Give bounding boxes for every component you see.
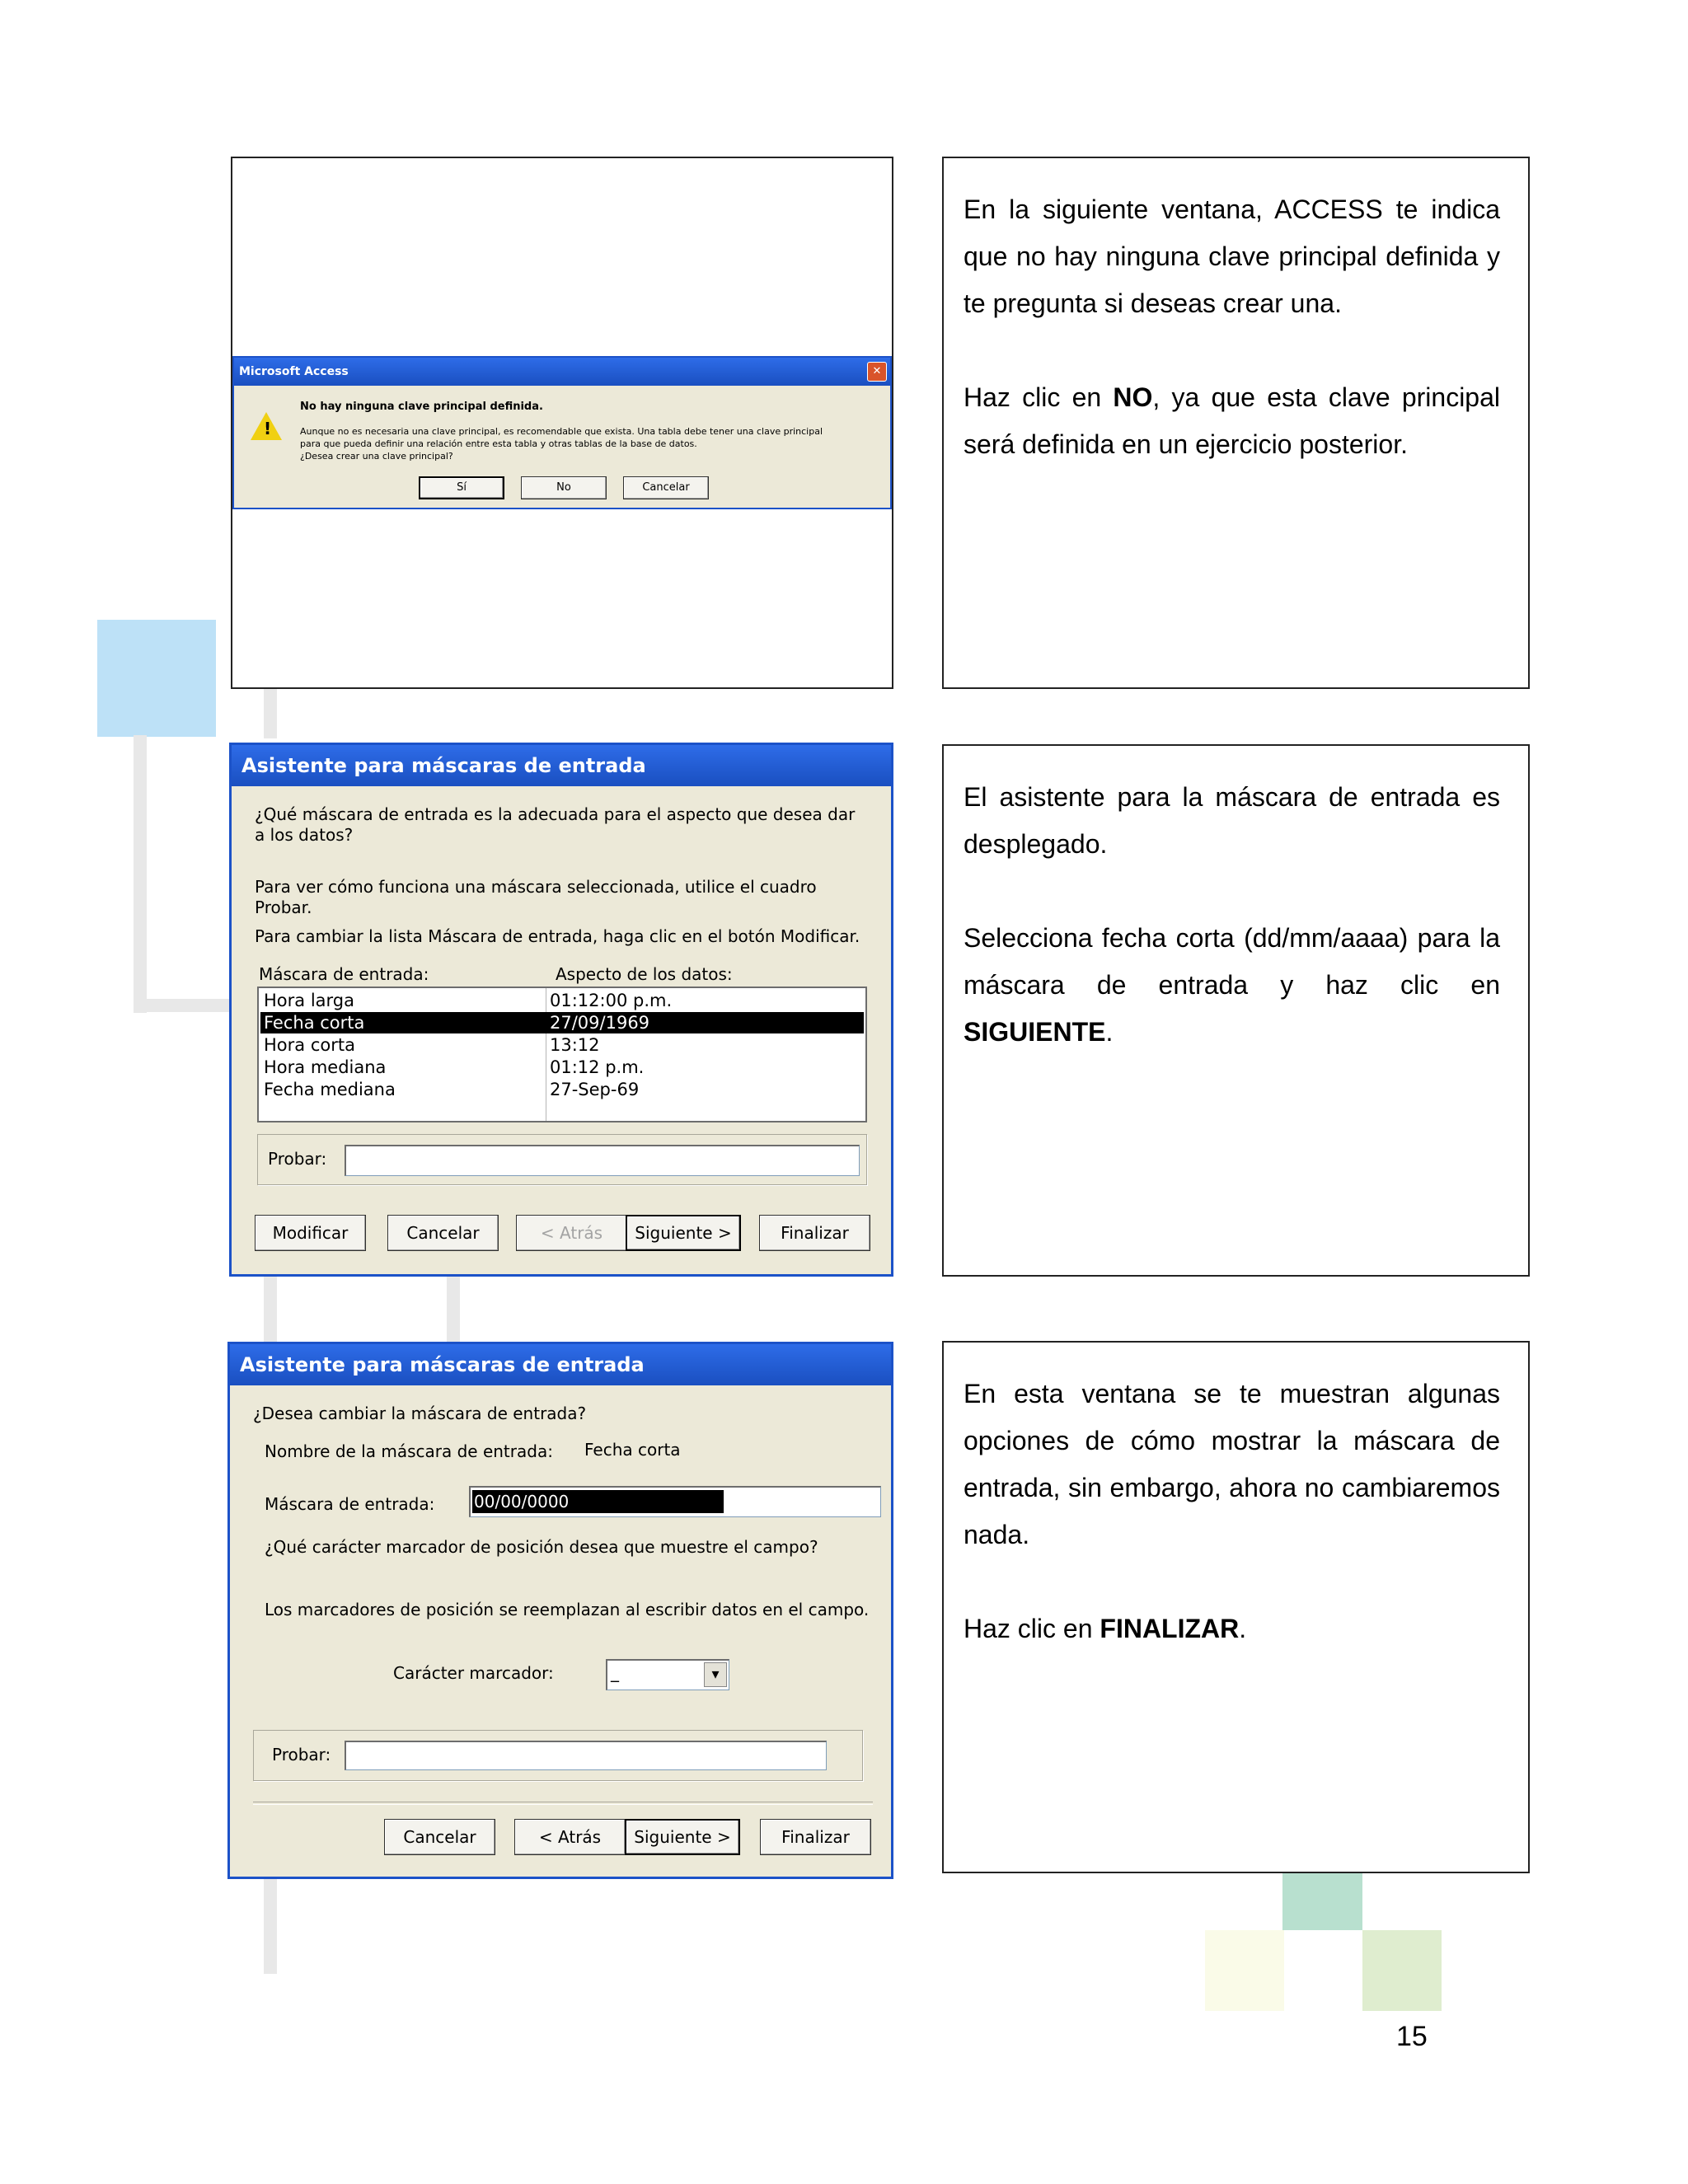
dialog-heading: No hay ninguna clave principal definida. [300, 401, 543, 413]
next-button[interactable]: Siguiente > [625, 1819, 740, 1855]
row-mask: Fecha corta [264, 1013, 365, 1033]
row-mask: Hora corta [264, 1035, 355, 1055]
instruction-1-paragraph-2 [964, 374, 1500, 468]
dialog-title-bar [234, 358, 890, 386]
instruction-2-paragraph-1: El asistente para la máscara de entrada es desplegado. [964, 782, 1500, 859]
instruction-2-text-end: . [1105, 1017, 1114, 1047]
probar-group [253, 1730, 863, 1781]
image-frame-1 [231, 157, 893, 689]
page-number: 15 [1396, 2021, 1428, 2052]
list-row[interactable] [260, 1034, 864, 1056]
wizard-title-bar [230, 1344, 891, 1385]
wizard-title: Asistente para máscaras de entrada [240, 1353, 645, 1376]
mask-list[interactable] [257, 987, 867, 1122]
column-header-look: Aspecto de los datos: [556, 964, 733, 984]
finish-button[interactable]: Finalizar [759, 1215, 870, 1251]
probar-label: Probar: [272, 1745, 331, 1765]
wizard-title: Asistente para máscaras de entrada [241, 754, 646, 777]
row-look: 01:12 p.m. [550, 1057, 645, 1077]
finish-button[interactable]: Finalizar [760, 1819, 871, 1855]
instruction-box-3 [942, 1341, 1530, 1873]
decor-green-square [1282, 1871, 1362, 1930]
probar-group [257, 1134, 867, 1185]
wizard-question: ¿Desea cambiar la máscara de entrada? [253, 1404, 587, 1423]
instruction-1-paragraph-1: En la siguiente ventana, ACCESS te indica que no hay ninguna clave principal definida y te pregunta si deseas crear una. [964, 194, 1500, 318]
mask-value: 00/00/0000 [472, 1490, 724, 1513]
decor-vertical-line [134, 735, 147, 1013]
wizard-question-line-2: a los datos? [255, 825, 354, 845]
instruction-3-bold: FINALIZAR [1100, 1614, 1240, 1643]
mask-label: Máscara de entrada: [265, 1494, 435, 1514]
wizard-try-line-1: Para ver cómo funciona una máscara seleccionada, utilice el cuadro [255, 877, 817, 897]
close-icon[interactable]: ✕ [867, 362, 887, 382]
input-mask-wizard-step2 [227, 1342, 893, 1879]
warning-icon-mark: ! [264, 419, 272, 438]
dialog-body-line-3: ¿Desea crear una clave principal? [300, 451, 453, 462]
cancel-button[interactable]: Cancelar [623, 476, 709, 499]
row-look: 01:12:00 p.m. [550, 991, 673, 1010]
placeholder-value: _ [611, 1662, 619, 1682]
dialog-body-line-2: para que pueda definir una relación entre esta tabla y otras tablas de la base de datos. [300, 438, 697, 449]
row-look: 27/09/1969 [550, 1013, 650, 1033]
button-divider [253, 1802, 873, 1805]
back-button[interactable]: < Atrás [516, 1215, 627, 1251]
decor-blue-square [97, 620, 216, 737]
row-look: 13:12 [550, 1035, 600, 1055]
modify-button[interactable]: Modificar [255, 1215, 366, 1251]
yes-button[interactable]: Sí [419, 476, 504, 499]
instruction-box-1 [942, 157, 1530, 689]
decor-line-stub [264, 1879, 277, 1974]
decor-line-stub [264, 689, 277, 738]
placeholder-question: ¿Qué carácter marcador de posición desea que muestre el campo? [265, 1537, 818, 1557]
next-button[interactable]: Siguiente > [626, 1215, 741, 1251]
list-row[interactable] [260, 990, 864, 1011]
decor-horizontal-line [134, 999, 231, 1012]
list-row[interactable] [260, 1057, 864, 1078]
decor-line-stub [447, 1276, 460, 1342]
instruction-3-paragraph-1: En esta ventana se te muestran algunas opciones de cómo mostrar la máscara de entrada, sin embargo, ahora no cambiaremos nada. [964, 1379, 1500, 1549]
wizard-try-line-2: Probar. [255, 898, 312, 917]
probar-label: Probar: [268, 1149, 327, 1169]
row-mask: Hora mediana [264, 1057, 387, 1077]
instruction-3-paragraph-2 [964, 1605, 1500, 1652]
back-button[interactable]: < Atrás [514, 1819, 626, 1855]
column-header-mask: Máscara de entrada: [259, 964, 429, 984]
list-row[interactable] [260, 1079, 864, 1100]
instruction-2-paragraph-2 [964, 915, 1500, 1056]
no-button[interactable]: No [521, 476, 607, 499]
instruction-1-bold: NO [1113, 382, 1153, 412]
wizard-title-bar [232, 745, 891, 786]
cancel-button[interactable]: Cancelar [384, 1819, 495, 1855]
decor-line-stub [264, 1276, 277, 1342]
instruction-1-text: Haz clic en [964, 382, 1114, 412]
placeholder-select[interactable] [606, 1659, 729, 1690]
mask-name-label: Nombre de la máscara de entrada: [265, 1441, 553, 1461]
wizard-modify-text: Para cambiar la lista Máscara de entrada, haga clic en el botón Modificar. [255, 926, 860, 946]
decor-pale-square [1205, 1930, 1284, 2011]
instruction-2-bold: SIGUIENTE [964, 1017, 1106, 1047]
probar-input[interactable] [345, 1145, 860, 1176]
dialog-title: Microsoft Access [239, 365, 349, 378]
dialog-body-line-1: Aunque no es necesaria una clave principal, es recomendable que exista. Una tabla debe tener una clave principal [300, 426, 823, 437]
chevron-down-icon[interactable]: ▾ [704, 1662, 727, 1687]
instruction-3-text-end: . [1239, 1614, 1247, 1643]
row-look: 27-Sep-69 [550, 1080, 640, 1099]
probar-input[interactable] [345, 1741, 827, 1770]
instruction-2-text: Selecciona fecha corta (dd/mm/aaaa) para la máscara de entrada y haz clic en [964, 923, 1500, 1000]
mask-input[interactable] [469, 1486, 881, 1517]
instruction-box-2 [942, 744, 1530, 1277]
mask-name-value: Fecha corta [584, 1440, 681, 1460]
primary-key-dialog [232, 356, 892, 509]
instruction-3-text: Haz clic en [964, 1614, 1100, 1643]
input-mask-wizard-step1 [229, 743, 893, 1277]
placeholder-label: Carácter marcador: [393, 1663, 554, 1683]
row-mask: Fecha mediana [264, 1080, 396, 1099]
cancel-button[interactable]: Cancelar [387, 1215, 499, 1251]
row-mask: Hora larga [264, 991, 354, 1010]
instruction-1-text-end: , ya que esta clave principal será definida en un ejercicio posterior. [964, 382, 1501, 459]
list-row-selected[interactable] [260, 1012, 864, 1033]
placeholder-note: Los marcadores de posición se reemplazan al escribir datos en el campo. [265, 1600, 870, 1619]
decor-light-green-square [1362, 1930, 1442, 2011]
wizard-question-line-1: ¿Qué máscara de entrada es la adecuada para el aspecto que desea dar [255, 804, 856, 824]
